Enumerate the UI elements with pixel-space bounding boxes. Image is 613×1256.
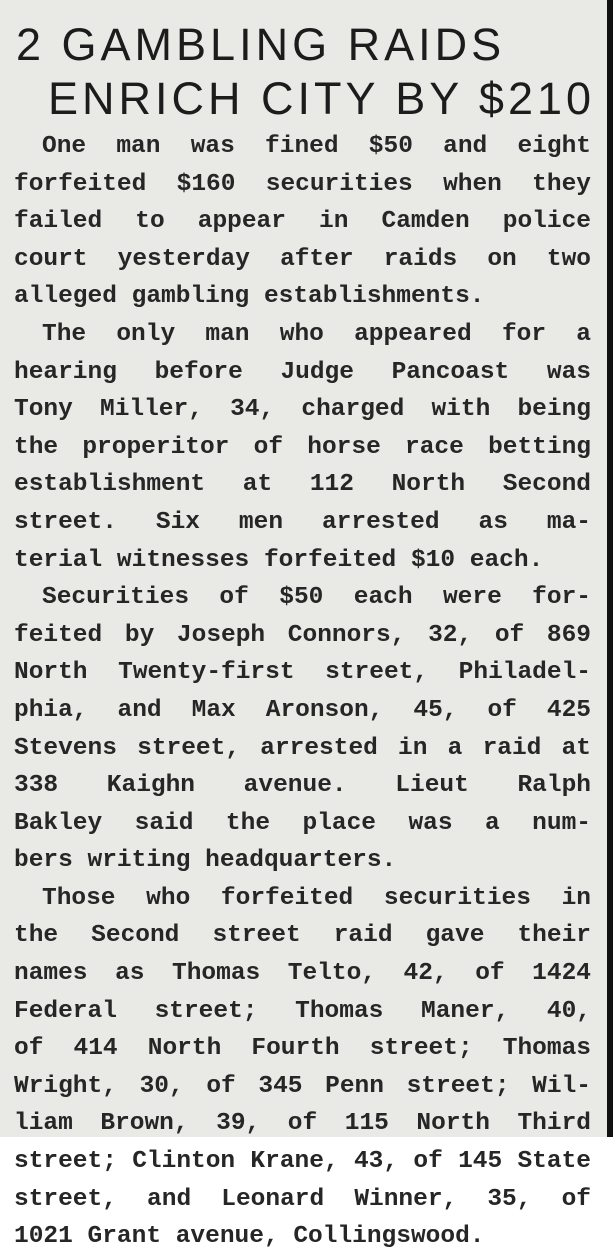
text-line: liam Brown, 39, of 115 North Third (14, 1110, 591, 1138)
text-line: Wright, 30, of 345 Penn street; Wil- (14, 1072, 591, 1100)
text-line: Federal street; Thomas Maner, 40, (14, 997, 591, 1025)
text-line: alleged gambling establishments. (14, 283, 485, 311)
text-line: Tony Miller, 34, charged with being (14, 396, 591, 424)
text-line: One man was fined $50 and eight (42, 133, 591, 160)
text-line: 1021 Grant avenue, Collingswood. (14, 1223, 485, 1251)
text-line: forfeited $160 securities when they (14, 170, 591, 198)
paragraph (0, 579, 607, 880)
text-line: the properitor of horse race betting (14, 433, 591, 461)
text-line: bers writing headquarters. (14, 847, 397, 875)
text-line: phia, and Max Aronson, 45, of 425 (14, 696, 591, 724)
headline-line: 2 GAMBLING RAIDS (16, 19, 506, 70)
text-line: The only man who appeared for a (42, 320, 591, 348)
text-line: of 414 North Fourth street; Thomas (14, 1035, 591, 1063)
text-line: feited by Joseph Connors, 32, of 869 (14, 621, 591, 649)
text-line: street; Clinton Krane, 43, of 145 State (14, 1148, 591, 1176)
headline-line: ENRICH CITY BY $210 (48, 73, 596, 124)
text-line: hearing before Judge Pancoast was (14, 358, 591, 386)
text-line: the Second street raid gave their (14, 922, 591, 950)
text-line: failed to appear in Camden police (14, 208, 591, 236)
text-line: Bakley said the place was a num- (14, 809, 591, 837)
text-line: street, and Leonard Winner, 35, of (14, 1185, 591, 1213)
text-line: Stevens street, arrested in a raid at (14, 734, 591, 762)
text-line: Securities of $50 each were for- (42, 584, 591, 612)
headline (0, 0, 607, 126)
text-line: terial witnesses forfeited $10 each. (14, 546, 544, 574)
paragraph (0, 128, 607, 316)
text-line: 338 Kaighn avenue. Lieut Ralph (14, 772, 591, 800)
text-line: North Twenty-first street, Philadel- (14, 659, 591, 687)
text-line: establishment at 112 North Second (14, 471, 591, 499)
text-line: Those who forfeited securities in (42, 884, 591, 912)
text-line: street. Six men arrested as ma- (14, 508, 591, 536)
article-body (0, 128, 607, 1256)
text-line: court yesterday after raids on two (14, 245, 591, 273)
paragraph (0, 880, 607, 1256)
paragraph (0, 316, 607, 579)
text-line: names as Thomas Telto, 42, of 1424 (14, 960, 591, 988)
